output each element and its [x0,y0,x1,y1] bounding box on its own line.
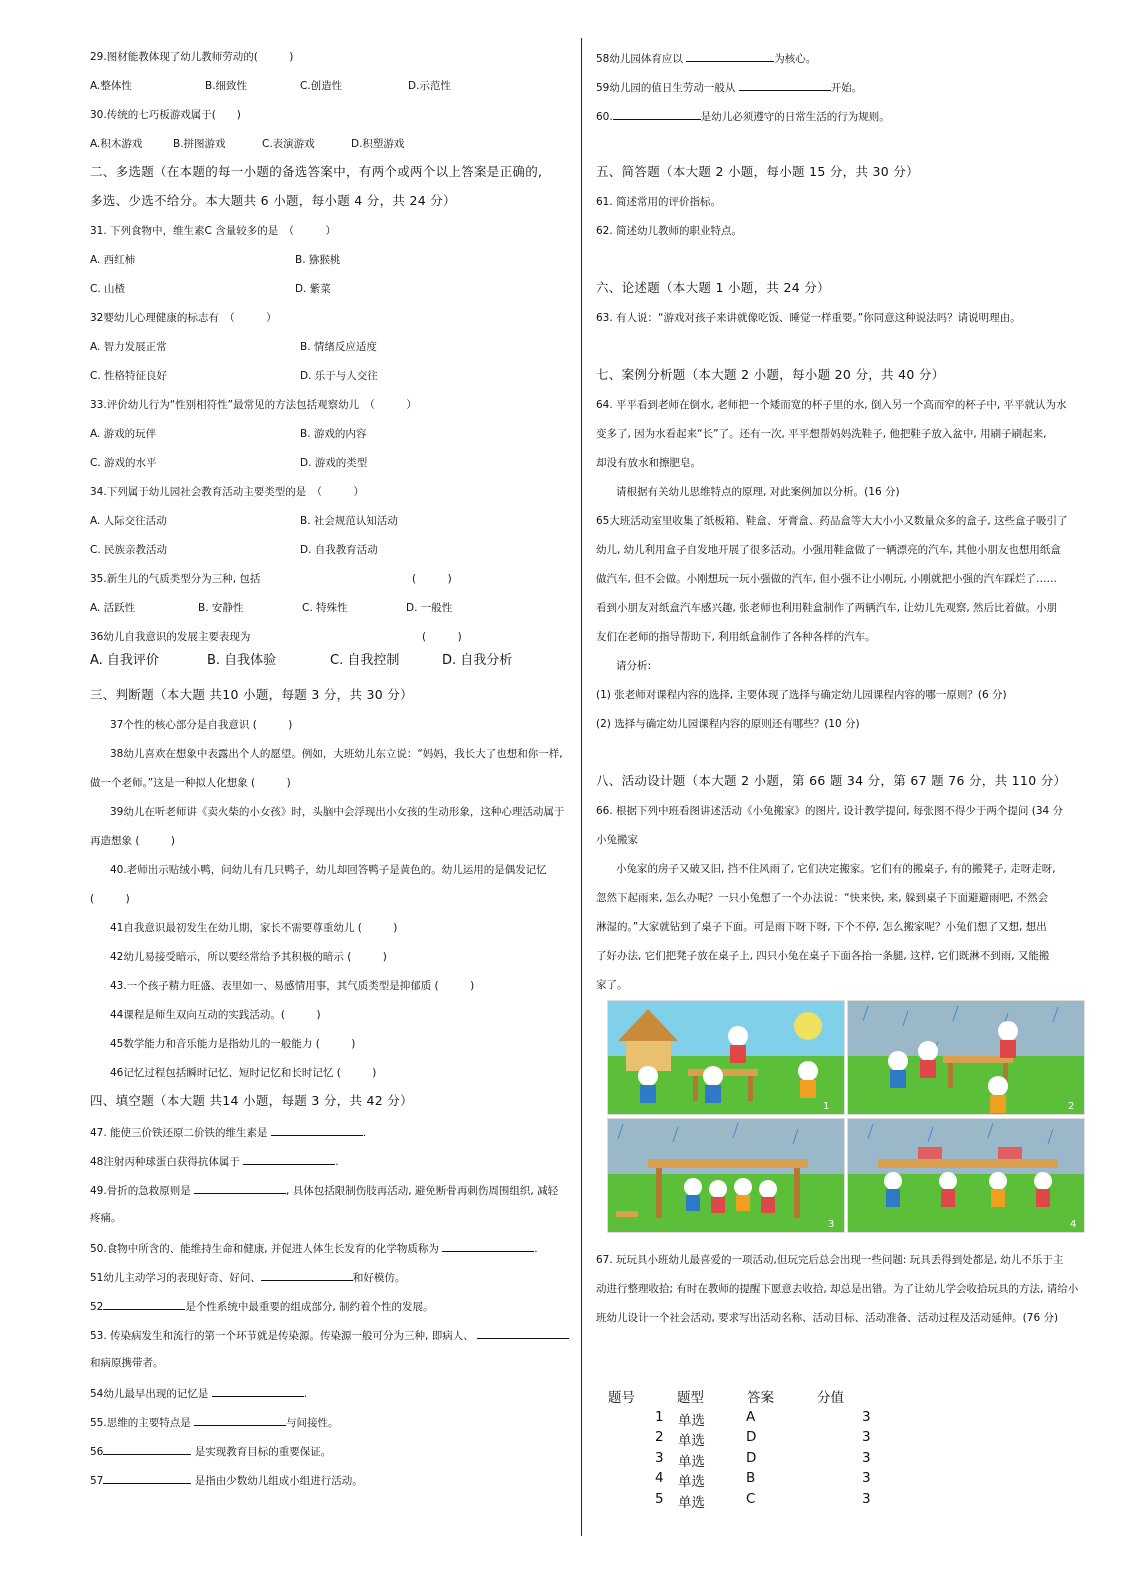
table-cell: 单选 [678,1413,705,1429]
question-67-cont: 动进行整理收拾; 有时在教师的提醒下愿意去收拾, 却总是出错。为了让幼儿学会收拾玩具的方法, 请给小 [596,1283,1079,1295]
question-65: 65大班活动室里收集了纸板箱、鞋盒、牙膏盒、药品盒等大大小小又数量众多的盒子, 这些盒子吸引了 [596,515,1068,527]
option-c: C. 特殊性 [302,602,348,614]
story-title: 小兔搬家 [596,834,638,846]
question-43: 43.一个孩子精力旺盛、表里如一、易感情用事，其气质类型是抑郁质 ( ) [110,980,475,992]
question-52 [90,1298,434,1314]
answer-blank[interactable] [212,1385,304,1397]
answer-blank[interactable] [442,1240,534,1252]
question-59-end: 开始。 [830,82,863,94]
option-b: B. 安静性 [198,602,244,614]
section-8-heading: 八、活动设计题（本大题 2 小题，第 66 题 34 分，第 67 题 76 分，共 110 分） [596,773,1067,788]
option-d: D. 自我分析 [442,653,513,668]
table-header-score: 分值 [817,1390,844,1406]
answer-blank[interactable] [103,1298,185,1310]
question-64-prompt: 请根据有关幼儿思维特点的原理, 对此案例加以分析。(16 分) [616,486,900,498]
question-54-end: . [303,1388,308,1400]
question-65-cont: 看到小朋友对纸盒汽车感兴趣, 张老师也利用鞋盒制作了两辆汽车, 让幼儿先观察, 然后比着做。小朋 [596,602,1058,614]
table-cell: 单选 [678,1433,705,1449]
answer-blank[interactable] [739,79,831,91]
panel-number: 1 [823,1101,830,1112]
question-57 [90,1472,363,1488]
story-panel-4 [847,1118,1085,1233]
answer-blank[interactable] [194,1182,286,1194]
option-d: D.示范性 [408,80,451,92]
question-55-end: 与间接性。 [286,1417,339,1429]
panel-number: 3 [828,1219,835,1230]
question-57-text: 是指由少数幼儿组成小组进行活动。 [194,1475,363,1487]
story-text: 忽然下起雨来, 怎么办呢？一只小兔想了一个办法说：“快来快, 来, 躲到桌子下面避避雨吧, 不然会 [596,892,1049,904]
question-48-end: . [335,1156,339,1168]
question-58-end: 为核心。 [774,53,817,65]
question-44: 44课程是师生双向互动的实践活动。( ) [110,1009,321,1021]
story-panel-1 [607,1000,845,1115]
question-52-num: 52 [90,1301,104,1313]
option-a: A. 西红柿 [90,254,136,266]
question-29: 29.图材能教体现了幼儿教师劳动的( ) [90,51,294,63]
question-60-text: 是幼儿必须遵守的日常生活的行为规则。 [700,111,890,123]
section-2-heading-cont: 多选、少选不给分。本大题共 6 小题，每小题 4 分，共 24 分） [90,193,456,208]
section-2-heading: 二、多选题（在本题的每一小题的备选答案中，有两个或两个以上答案是正确的, [90,164,543,179]
question-52-text: 是个性系统中最重要的组成部分, 制约着个性的发展。 [185,1301,434,1313]
table-cell: A [746,1409,756,1425]
question-57-num: 57 [90,1475,104,1487]
panel-number: 2 [1068,1101,1075,1112]
answer-blank[interactable] [477,1327,569,1339]
question-53-cont: 和病原携带者。 [90,1357,164,1369]
question-45: 45数学能力和音乐能力是指幼儿的一般能力 ( ) [110,1038,356,1050]
option-b: B. 猕猴桃 [295,254,341,266]
option-c: C.创造性 [300,80,343,92]
question-47-end: . [362,1127,367,1139]
question-35: 35.新生儿的气质类型分为三种, 包括 [90,573,261,585]
story-panel-3 [607,1118,845,1233]
table-cell: 2 [655,1429,664,1445]
section-5-heading: 五、简答题（本大题 2 小题，每小题 15 分，共 30 分） [596,164,919,179]
option-a: A.积木游戏 [90,138,143,150]
question-65-sub-1: (1) 张老师对课程内容的选择, 主要体现了选择与确定幼儿园课程内容的哪一原则？(6 分) [596,689,1007,701]
question-53-text: 53. 传染病发生和流行的第一个环节就是传染源。传染源一般可分为三种, 即病人、 [90,1330,474,1342]
table-cell: C [746,1491,756,1507]
table-header-type: 题型 [677,1390,704,1406]
question-55 [90,1414,339,1430]
question-39-cont: 再造想象 ( ) [90,835,176,847]
option-b: B. 社会规范认知活动 [300,515,398,527]
question-32: 32婴幼儿心理健康的标志有 （ ） [90,312,277,324]
question-30: 30.传统的七巧板游戏属于( ) [90,109,241,121]
option-c: C. 游戏的水平 [90,457,157,469]
question-64-cont: 却没有放水和擦肥皂。 [596,457,701,469]
option-a: A. 活跃性 [90,602,136,614]
question-50 [90,1240,538,1256]
question-64: 64. 平平看到老师在倒水, 老师把一个矮而宽的杯子里的水, 倒入另一个高而窄的杯子中, 平平就认为水 [596,399,1067,411]
question-66: 66. 根据下列中班看图讲述活动《小兔搬家》的图片, 设计教学提问, 每张图不得少于两个提问 (34 分 [596,805,1064,817]
question-59-text: 59幼儿园的值日生劳动一般从 [596,82,736,94]
question-40: 40.老师出示贴绒小鸭，问幼儿有几只鸭子，幼儿却回答鸭子是黄色的。幼儿运用的是偶发记忆 [110,864,547,876]
question-53 [90,1327,569,1343]
option-c: C. 民族亲教活动 [90,544,168,556]
section-3-heading: 三、判断题（本大题 共10 小题，每题 3 分，共 30 分） [90,687,413,702]
table-cell: 4 [655,1470,664,1486]
option-a: A. 人际交往活动 [90,515,167,527]
question-67: 67. 玩玩具小班幼儿最喜爱的一项活动,但玩完后总会出现一些问题: 玩具丢得到处都是, 幼儿不乐于主 [596,1254,1064,1266]
question-51-text: 51幼儿主动学习的表现好奇、好问、 [90,1272,261,1284]
question-36-paren: ( ) [422,631,462,643]
question-50-text: 50.食物中所含的、能维持生命和健康, 并促进人体生长发育的化学物质称为 [90,1243,439,1255]
answer-blank[interactable] [243,1153,335,1165]
table-cell: B [746,1470,756,1486]
question-58 [596,50,816,66]
option-d: D. 乐于与人交往 [300,370,378,382]
table-cell: 单选 [678,1474,705,1490]
question-47 [90,1124,366,1140]
question-46: 46记忆过程包括瞬时记忆、短时记忆和长时记忆 ( ) [110,1067,377,1079]
story-text: 家了。 [596,979,628,991]
question-31: 31. 下列食物中，维生素C 含量较多的是 （ ） [90,225,336,237]
option-b: B. 自我体验 [207,653,277,668]
table-cell: D [746,1429,757,1445]
question-59 [596,79,862,95]
table-cell: 3 [862,1429,871,1445]
question-56-num: 56 [90,1446,104,1458]
story-text: 了好办法, 它们把凳子放在桌子上, 四只小兔在桌子下面各抬一条腿, 这样, 它们既淋不到雨, 又能搬 [596,950,1050,962]
question-51-end: 和好模仿。 [352,1272,406,1284]
question-55-text: 55.思维的主要特点是 [90,1417,191,1429]
option-c: C. 山楂 [90,283,126,295]
option-c: C. 性格特征良好 [90,370,168,382]
question-62: 62. 简述幼儿教师的职业特点。 [596,225,743,237]
question-56-text: 是实现教育目标的重要保证。 [194,1446,332,1458]
table-header-number: 题号 [608,1390,635,1406]
table-cell: 3 [655,1450,664,1466]
table-cell: 单选 [678,1454,705,1470]
question-56 [90,1443,331,1459]
question-48 [90,1153,339,1169]
question-50-end: . [534,1243,538,1255]
option-a: A. 自我评价 [90,653,159,668]
table-cell: 3 [862,1470,871,1486]
question-38-cont: 做一个老师。”这是一种拟人化想象 ( ) [90,777,291,789]
section-7-heading: 七、案例分析题（本大题 2 小题，每小题 20 分，共 40 分） [596,367,945,382]
rabbit-moving-picture-story [607,1000,1087,1234]
question-39: 39幼儿在听老师讲《卖火柴的小女孩》时，头脑中会浮现出小女孩的生动形象，这种心理活动属于 [110,806,565,818]
question-65-cont: 做汽车, 但不会做。小刚想玩一玩小强做的汽车, 但小强不让小刚玩, 小刚就把小强的汽车踩烂了…… [596,573,1058,585]
question-54-text: 54幼儿最早出现的记忆是 [90,1388,209,1400]
question-49 [90,1182,558,1198]
question-47-text: 47. 能使三价铁还原二价铁的维生素是 [90,1127,268,1139]
option-b: B. 情绪反应适度 [300,341,377,353]
question-41: 41自我意识最初发生在幼儿期，家长不需要尊重幼儿 ( ) [110,922,398,934]
table-cell: 1 [655,1409,664,1425]
answer-blank[interactable] [261,1269,353,1281]
story-text: 淋湿的。”大家就钻到了桌子下面。可是雨下呀下呀, 下个不停, 怎么搬家呢？小兔们想了又想, 想出 [596,921,1047,933]
option-d: D. 游戏的类型 [300,457,368,469]
question-42: 42幼儿易接受暗示，所以要经常给予其积极的暗示 ( ) [110,951,387,963]
option-d: D.积塑游戏 [351,138,405,150]
question-65-prompt: 请分析: [616,660,652,672]
question-58-text: 58幼儿园体育应以 [596,53,683,65]
question-49-text-2: , 具体包括限制伤肢再活动, 避免断骨再刺伤周围组织, 减轻 [286,1185,559,1197]
option-b: B. 游戏的内容 [300,428,367,440]
question-61: 61. 简述常用的评价指标。 [596,196,722,208]
option-a: A. 游戏的玩伴 [90,428,157,440]
question-60-num: 60. [596,111,613,123]
story-panel-2 [847,1000,1085,1115]
answer-blank[interactable] [271,1124,363,1136]
question-60 [596,108,890,124]
question-36: 36幼儿自我意识的发展主要表现为 [90,631,251,643]
option-b: B.拼图游戏 [173,138,226,150]
panel-number: 4 [1070,1219,1077,1230]
question-67-cont: 班幼儿设计一个社会活动, 要求写出活动名称、活动目标、活动准备、活动过程及活动延伸。(76 分) [596,1312,1059,1324]
option-d: D. 紫菜 [295,283,331,295]
question-63: 63. 有人说：“游戏对孩子来讲就像吃饭、睡觉一样重要。”你同意这种说法吗？请说明理由。 [596,312,1021,324]
answer-blank[interactable] [194,1414,286,1426]
question-35-paren: ( ) [412,573,452,585]
question-33: 33.评价幼儿行为“性别相符性”最常见的方法包括观察幼儿 （ ） [90,399,417,411]
option-d: D. 自我教育活动 [300,544,378,556]
answer-blank[interactable] [613,108,701,120]
table-cell: 3 [862,1450,871,1466]
table-header-answer: 答案 [747,1390,774,1406]
option-d: D. 一般性 [406,602,453,614]
question-64-cont: 变多了, 因为水看起来“长”了。还有一次, 平平想帮妈妈洗鞋子, 他把鞋子放入盆中, 用刷子刷起来, [596,428,1047,440]
story-text: 小兔家的房子又破又旧, 挡不住风雨了, 它们决定搬家。它们有的搬桌子, 有的搬凳子, 走呀走呀, [616,863,1056,875]
column-divider [581,38,582,1536]
question-38: 38幼儿喜欢在想象中表露出个人的愿望。例如，大班幼儿东立说：“妈妈，我长大了也想和你一样, [110,748,563,760]
question-65-cont: 幼儿, 幼儿利用盒子自发地开展了很多活动。小强用鞋盒做了一辆漂亮的汽车, 其他小朋友也想用纸盒 [596,544,1061,556]
section-4-heading: 四、填空题（本大题 共14 小题，每题 3 分，共 42 分） [90,1093,413,1108]
table-cell: 5 [655,1491,664,1507]
answer-blank[interactable] [686,50,774,62]
question-40-cont: ( ) [90,893,130,905]
question-37: 37个性的核心部分是自我意识 ( ) [110,719,293,731]
option-a: A. 智力发展正常 [90,341,167,353]
option-c: C. 自我控制 [330,653,400,668]
question-54 [90,1385,307,1401]
question-49-cont: 疼痛。 [90,1212,122,1224]
question-49-text: 49.骨折的急救原则是 [90,1185,191,1197]
option-b: B.细致性 [205,80,248,92]
table-cell: 3 [862,1491,871,1507]
option-a: A.整体性 [90,80,132,92]
question-65-sub-2: (2) 选择与确定幼儿园课程内容的原则还有哪些？(10 分) [596,718,860,730]
option-c: C.表演游戏 [262,138,315,150]
section-6-heading: 六、论述题（本大题 1 小题，共 24 分） [596,280,830,295]
question-48-text: 48注射丙种球蛋白获得抗体属于 [90,1156,240,1168]
table-cell: D [746,1450,757,1466]
table-cell: 3 [862,1409,871,1425]
question-65-cont: 友们在老师的指导帮助下, 利用纸盒制作了各种各样的汽车。 [596,631,876,643]
table-cell: 单选 [678,1495,705,1511]
answer-blank[interactable] [103,1472,191,1484]
answer-blank[interactable] [103,1443,191,1455]
question-34: 34.下列属于幼儿园社会教育活动主要类型的是 （ ） [90,486,364,498]
question-51 [90,1269,405,1285]
